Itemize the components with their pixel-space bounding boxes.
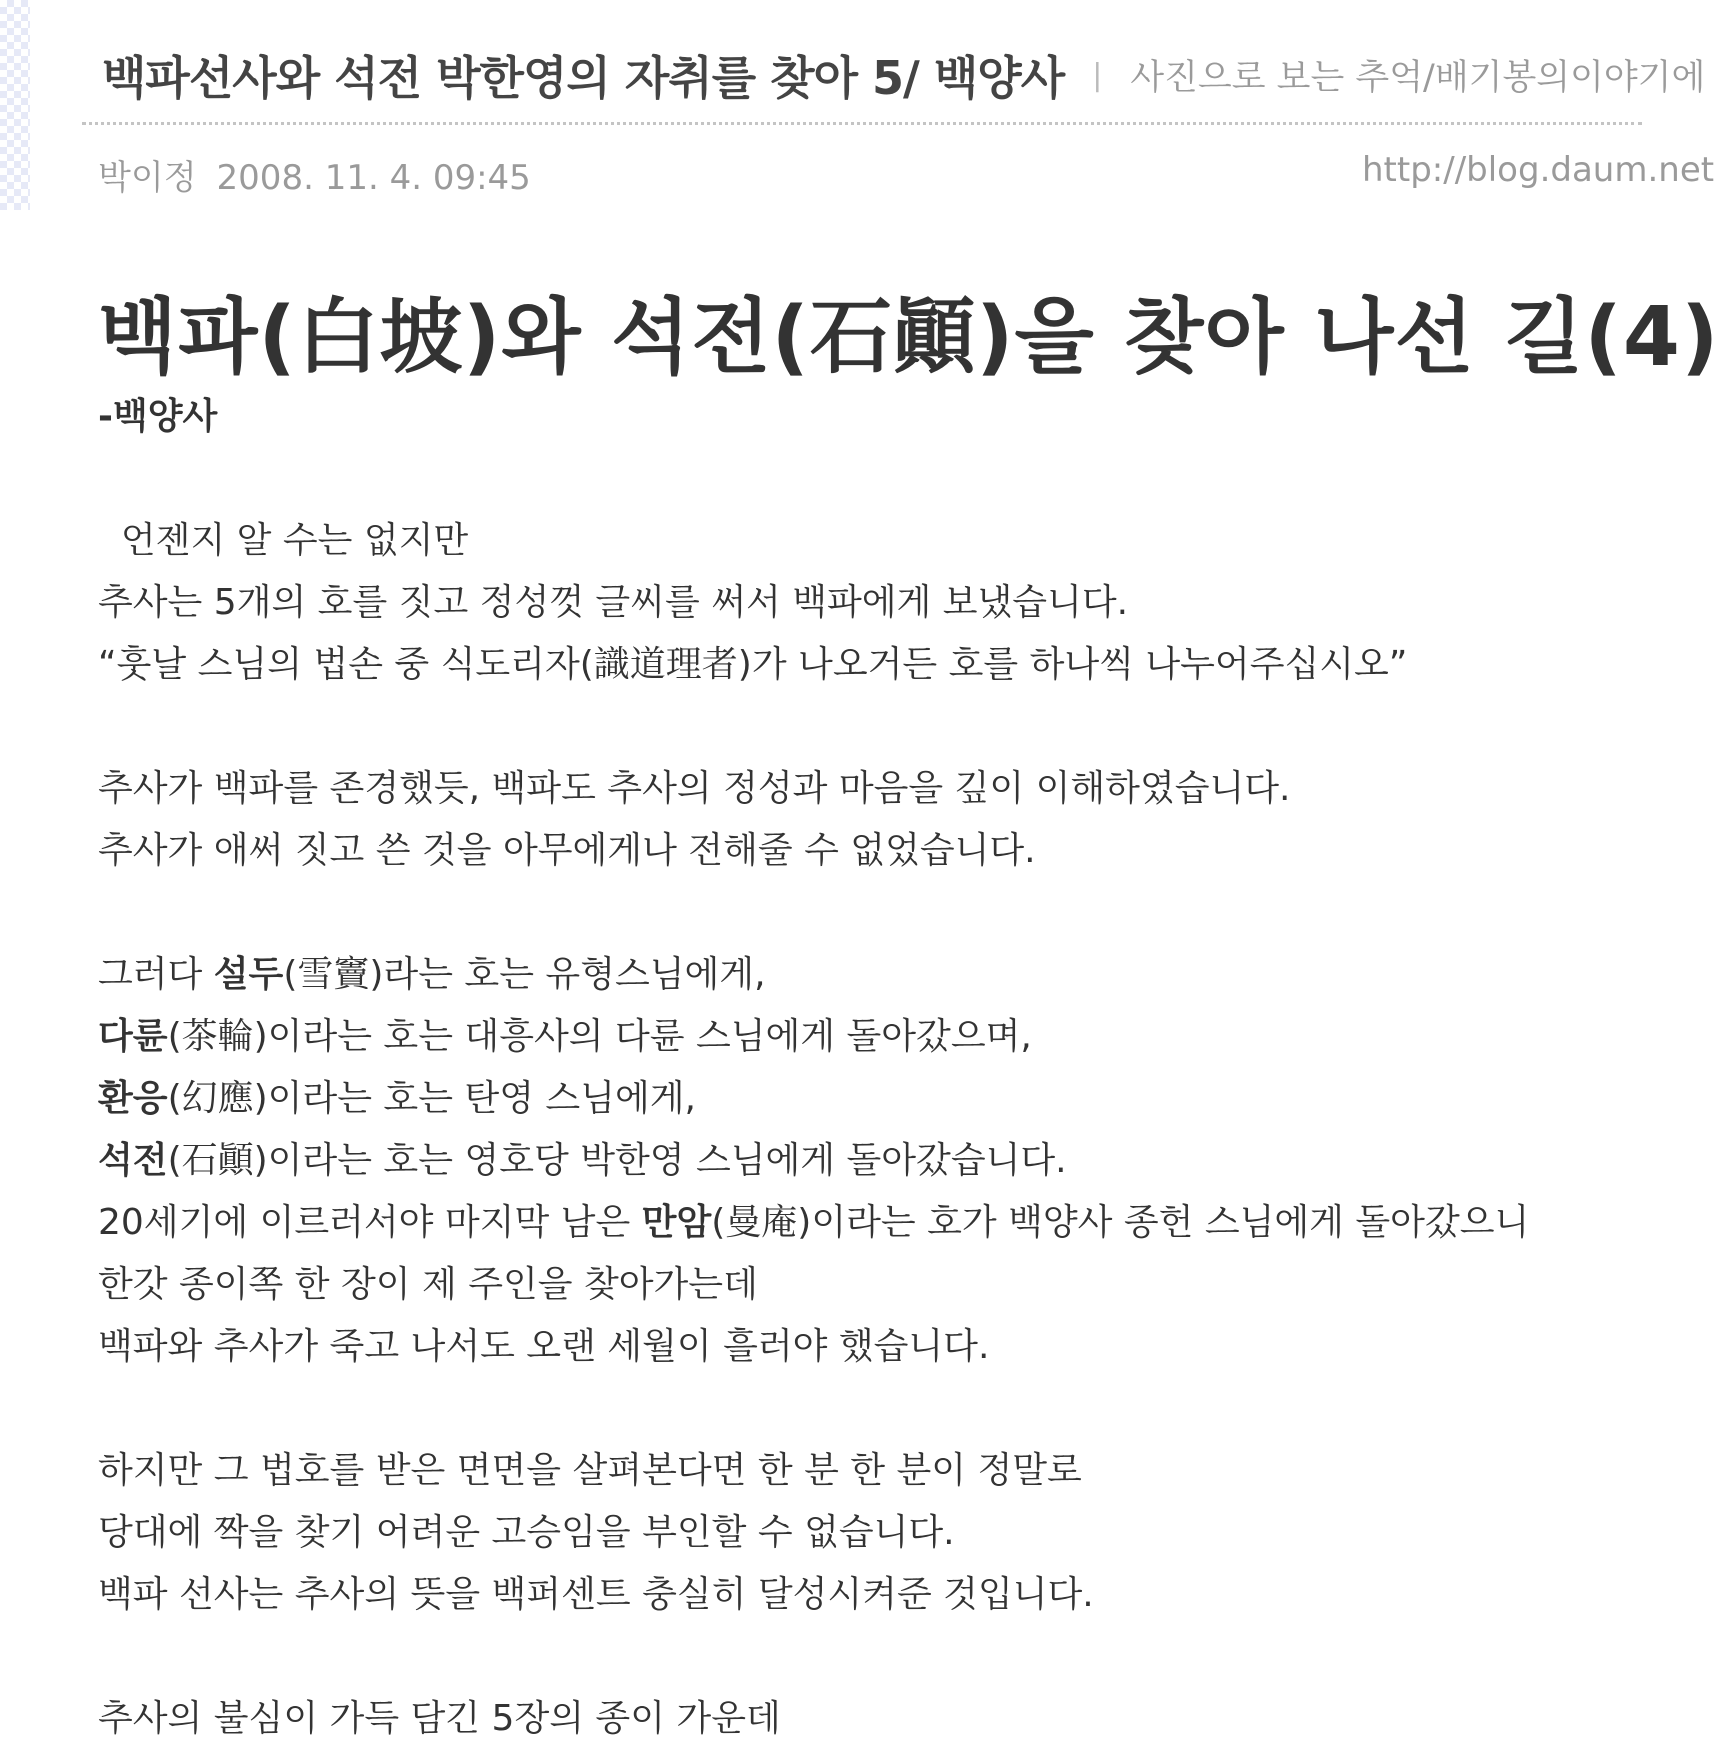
body-line	[98, 1564, 1618, 1626]
body-line	[98, 1192, 1618, 1254]
post-url[interactable]: http://blog.daum.net	[1362, 150, 1715, 190]
line-text: “훗날 스님의 법손 중 식도리자(識道理者)가 나오거든 호를 하나씩 나누어주십시오”	[98, 644, 1408, 685]
line-text: 백파와 추사가 죽고 나서도 오랜 세월이 흘러야 했습니다.	[98, 1326, 990, 1367]
body-line	[98, 944, 1618, 1006]
body-line	[98, 758, 1618, 820]
body-line	[98, 820, 1618, 882]
body-line	[98, 1006, 1618, 1068]
article-heading: 백파(白坡)와 석전(石顚)을 찾아 나선 길(4)	[98, 290, 1719, 385]
body-line	[98, 1254, 1618, 1316]
line-text: 하지만 그 법호를 받은 면면을 살펴본다면 한 분 한 분이 정말로	[98, 1450, 1082, 1491]
line-text: 추사가 애써 짓고 쓴 것을 아무에게나 전해줄 수 없었습니다.	[98, 830, 1036, 871]
body-line	[98, 1068, 1618, 1130]
line-text: (幻應)이라는 호는 탄영 스님에게,	[167, 1078, 696, 1119]
title-separator: |	[1092, 57, 1103, 93]
buddhist-name-emphasis: 석전	[98, 1140, 168, 1181]
body-line	[98, 572, 1618, 634]
line-text: (石顚)이라는 호는 영호당 박한영 스님에게 돌아갔습니다.	[167, 1140, 1067, 1181]
paragraph-gap	[98, 882, 1618, 944]
paragraph-gap	[98, 1378, 1618, 1440]
category-link[interactable]: 사진으로 보는 추억/배기봉의이야기에	[1130, 58, 1706, 98]
post-date: 2008. 11. 4. 09:45	[216, 158, 531, 198]
post-header	[102, 42, 1706, 112]
decorative-side-pattern	[0, 0, 30, 210]
post-title[interactable]: 백파선사와 석전 박한영의 자취를 찾아 5/ 백양사	[102, 51, 1065, 105]
author-name[interactable]: 박이정	[98, 158, 197, 198]
buddhist-name-emphasis: 환응	[98, 1078, 168, 1119]
line-text: 백파 선사는 추사의 뜻을 백퍼센트 충실히 달성시켜준 것입니다.	[98, 1574, 1094, 1615]
header-divider	[82, 122, 1642, 125]
line-text: 20세기에 이르러서야 마지막 남은	[98, 1202, 642, 1243]
body-line	[98, 510, 1618, 572]
line-text: 추사는 5개의 호를 짓고 정성껏 글씨를 써서 백파에게 보냈습니다.	[98, 582, 1129, 623]
body-line	[98, 1440, 1618, 1502]
post-meta	[98, 150, 531, 199]
article-body	[98, 510, 1618, 1750]
buddhist-name-emphasis: 만암	[641, 1202, 712, 1243]
body-line	[98, 1130, 1618, 1192]
body-line	[98, 1502, 1618, 1564]
body-line	[98, 634, 1618, 696]
buddhist-name-emphasis: 설두	[213, 954, 284, 995]
paragraph-gap	[98, 1626, 1618, 1688]
line-text: 추사가 백파를 존경했듯, 백파도 추사의 정성과 마음을 깊이 이해하였습니다.	[98, 768, 1291, 809]
line-text: 한갓 종이쪽 한 장이 제 주인을 찾아가는데	[98, 1264, 758, 1305]
body-line	[98, 1688, 1618, 1750]
body-line	[98, 1316, 1618, 1378]
article-subheading: -백양사	[98, 396, 218, 437]
buddhist-name-emphasis: 다륜	[98, 1016, 168, 1057]
line-text: 그러다	[98, 954, 214, 995]
line-text: (雪竇)라는 호는 유형스님에게,	[283, 954, 766, 995]
line-text: 추사의 불심이 가득 담긴 5장의 종이 가운데	[98, 1698, 781, 1739]
line-text: (茶輪)이라는 호는 대흥사의 다륜 스님에게 돌아갔으며,	[167, 1016, 1032, 1057]
line-text: 당대에 짝을 찾기 어려운 고승임을 부인할 수 없습니다.	[98, 1512, 955, 1553]
paragraph-gap	[98, 696, 1618, 758]
line-text: 언젠지 알 수는 없지만	[98, 520, 469, 561]
line-text: (曼庵)이라는 호가 백양사 종헌 스님에게 돌아갔으니	[711, 1202, 1530, 1243]
